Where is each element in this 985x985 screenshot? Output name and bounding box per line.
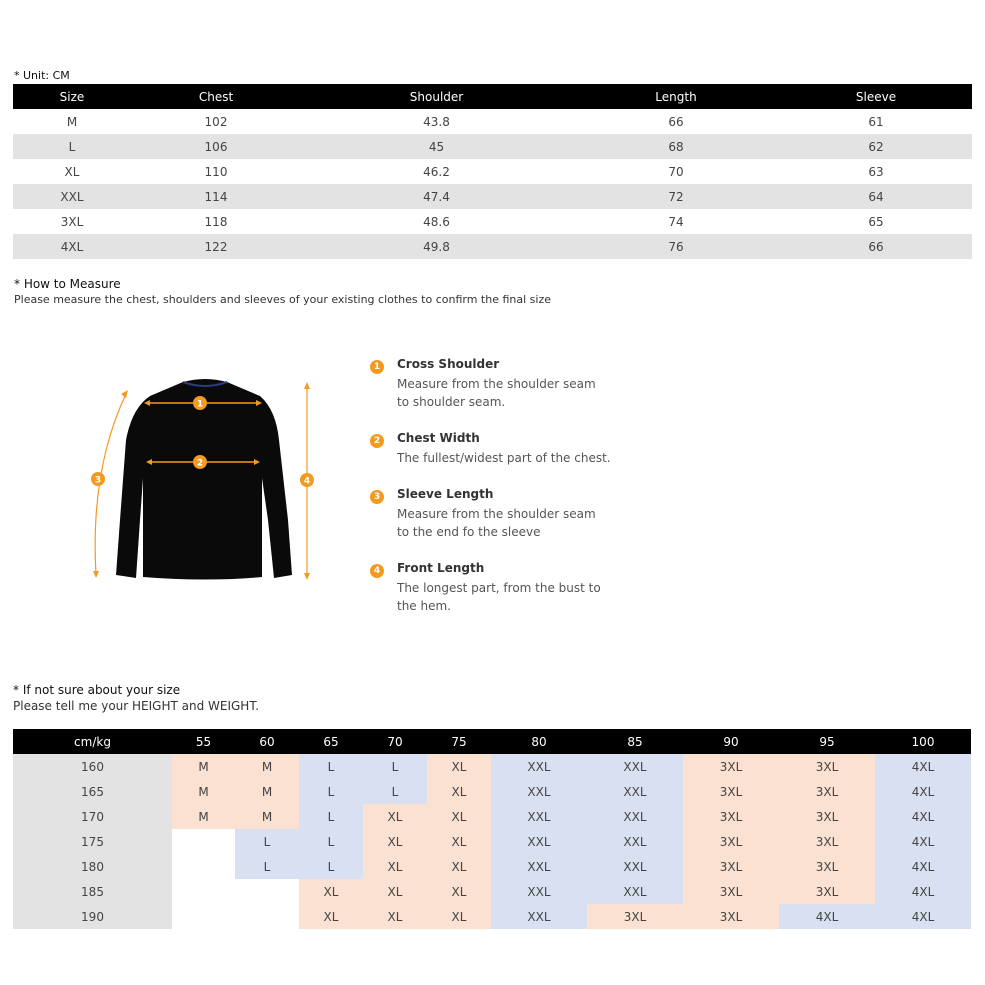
recommended-size-cell: XL [363,854,427,879]
size-cell: XXL [13,184,131,209]
size-row [13,134,972,159]
size-cell: 118 [204,214,228,229]
recommended-size-cell: 3XL [779,854,875,879]
height-row [13,879,971,904]
recommended-size-cell: 4XL [875,854,971,879]
height-row [13,779,971,804]
legend-desc-line: The longest part, from the bust to [397,581,601,595]
size-cell: 68 [572,134,780,159]
recommended-size-cell: M [172,779,235,804]
weight-header: 95 [779,729,875,754]
number-badge-icon: 1 [370,360,384,374]
recommended-size-cell: L [299,779,363,804]
legend-title: Cross Shoulder [397,357,500,371]
recommended-size-cell: XXL [491,904,587,929]
size-cell: 3XL [60,214,84,229]
legend-description [397,449,637,467]
recommended-size-cell: 4XL [875,804,971,829]
recommended-size-cell: XL [427,854,491,879]
recommended-size-cell: L [235,854,299,879]
size-cell: 74 [668,214,684,229]
recommended-size-cell: 3XL [779,779,875,804]
recommended-size-cell: XL [363,804,427,829]
recommended-size-cell [235,879,299,904]
recommended-size-cell: XXL [491,879,587,904]
size-row [13,209,972,234]
recommended-size-cell: XXL [491,854,587,879]
recommended-size-cell: XXL [587,879,683,904]
recommended-size-cell: M [235,779,299,804]
legend-desc-line: Measure from the shoulder seam [397,507,596,521]
size-cell: 122 [131,234,301,259]
how-to-measure-subtitle: Please measure the chest, shoulders and sleeves of your existing clothes to confirm the final size [14,293,551,306]
recommended-size-cell: XL [427,829,491,854]
recommended-size-cell: 3XL [683,804,779,829]
recommended-size-cell: XL [363,879,427,904]
recommended-size-cell: M [172,804,235,829]
svg-text:3: 3 [94,475,102,486]
legend-description [397,375,637,411]
recommended-size-cell: L [299,754,363,779]
size-cell: 63 [868,164,884,179]
size-cell: 45 [301,134,572,159]
size-cell: 66 [780,234,972,259]
size-cell: 4XL [13,234,131,259]
weight-header: 90 [683,729,779,754]
recommended-size-cell: 3XL [683,879,779,904]
recommended-size-cell: XL [427,754,491,779]
recommended-size-cell: M [172,754,235,779]
size-cell: 72 [572,184,780,209]
size-cell: 76 [572,234,780,259]
recommended-size-cell: L [299,829,363,854]
column-header: Size [13,84,131,109]
recommended-size-cell: 4XL [875,829,971,854]
height-weight-body [13,754,971,929]
size-cell: XL [64,164,80,179]
weight-header: 75 [427,729,491,754]
marker-4 [300,473,314,487]
column-header: Shoulder [301,84,572,109]
weight-header: 80 [491,729,587,754]
recommended-size-cell: 3XL [779,829,875,854]
weight-header: 70 [363,729,427,754]
weight-header: 100 [875,729,971,754]
recommended-size-cell: 4XL [779,904,875,929]
height-row [13,829,971,854]
recommended-size-cell: XL [427,779,491,804]
size-cell: 102 [204,114,228,129]
size-cell: 43.8 [423,114,450,129]
size-cell: 49.8 [301,234,572,259]
size-row [13,234,972,259]
height-weight-header-row [13,729,971,754]
size-row [13,109,972,134]
size-chart-table [13,84,972,259]
sweater-shape [116,379,292,580]
recommended-size-cell: L [299,854,363,879]
height-weight-table [13,729,971,929]
unsure-size-subtitle: Please tell me your HEIGHT and WEIGHT. [13,699,260,713]
recommended-size-cell: M [235,804,299,829]
height-cell: 190 [13,904,172,929]
recommended-size-cell: 3XL [779,879,875,904]
recommended-size-cell [172,904,235,929]
size-cell: 66 [668,114,684,129]
legend-desc-line: to the end fo the sleeve [397,525,541,539]
number-badge-icon: 3 [370,490,384,504]
recommended-size-cell: XXL [491,804,587,829]
height-row [13,754,971,779]
garment-diagram [80,370,330,590]
recommended-size-cell: XXL [491,829,587,854]
svg-text:1: 1 [196,399,204,410]
recommended-size-cell: XL [363,904,427,929]
legend-description [397,579,637,615]
size-cell: 48.6 [423,214,450,229]
unit-label: * Unit: CM [14,69,70,82]
legend-title: Chest Width [397,431,480,445]
size-cell: 65 [868,214,884,229]
recommended-size-cell: 3XL [683,904,779,929]
number-badge-icon: 4 [370,564,384,578]
recommended-size-cell: XXL [587,754,683,779]
recommended-size-cell: XL [427,804,491,829]
height-row [13,804,971,829]
number-badge-icon: 2 [370,434,384,448]
size-cell: 61 [868,114,884,129]
size-cell: 70 [668,164,684,179]
height-cell: 185 [13,879,172,904]
size-cell: 114 [131,184,301,209]
recommended-size-cell: 3XL [683,829,779,854]
recommended-size-cell: 4XL [875,879,971,904]
size-cell: 64 [780,184,972,209]
recommended-size-cell: L [235,829,299,854]
size-chart-body [13,109,972,259]
legend-desc-line: Measure from the shoulder seam [397,377,596,391]
recommended-size-cell: 3XL [587,904,683,929]
recommended-size-cell: XL [363,829,427,854]
recommended-size-cell: XXL [491,754,587,779]
size-cell: 62 [780,134,972,159]
height-cell: 180 [13,854,172,879]
size-row [13,159,972,184]
size-row [13,184,972,209]
recommended-size-cell: 4XL [875,904,971,929]
marker-3 [91,472,105,486]
recommended-size-cell: 3XL [683,754,779,779]
recommended-size-cell: L [363,779,427,804]
weight-header: 85 [587,729,683,754]
unsure-size-title: * If not sure about your size [13,683,181,697]
recommended-size-cell: L [363,754,427,779]
legend-desc-line: to shoulder seam. [397,395,506,409]
weight-header: 65 [299,729,363,754]
recommended-size-cell: XXL [587,829,683,854]
column-header: Sleeve [780,84,972,109]
svg-text:2: 2 [196,458,204,469]
height-cell: 175 [13,829,172,854]
height-row [13,854,971,879]
recommended-size-cell: XL [427,879,491,904]
recommended-size-cell: XXL [587,804,683,829]
legend-desc-line: The fullest/widest part of the chest. [397,451,611,465]
recommended-size-cell: XXL [587,854,683,879]
size-cell: M [66,114,78,129]
column-header: Length [572,84,780,109]
column-header: Chest [131,84,301,109]
legend-description [397,505,637,541]
recommended-size-cell: XL [299,904,363,929]
recommended-size-cell [172,879,235,904]
recommended-size-cell: 3XL [683,854,779,879]
height-cell: 170 [13,804,172,829]
weight-header: 55 [172,729,235,754]
legend-title: Sleeve Length [397,487,494,501]
height-cell: 160 [13,754,172,779]
size-chart-header-row [13,84,972,109]
recommended-size-cell [235,904,299,929]
marker-2 [193,455,207,469]
recommended-size-cell: XL [427,904,491,929]
size-cell: 46.2 [423,164,450,179]
size-cell: 110 [204,164,228,179]
size-cell: L [13,134,131,159]
how-to-measure-title: * How to Measure [14,277,121,291]
recommended-size-cell: 4XL [875,779,971,804]
legend-desc-line: the hem. [397,599,451,613]
recommended-size-cell: XXL [587,779,683,804]
recommended-size-cell: 3XL [683,779,779,804]
legend-title: Front Length [397,561,485,575]
corner-label: cm/kg [13,729,172,754]
recommended-size-cell: M [235,754,299,779]
recommended-size-cell: 4XL [875,754,971,779]
size-cell: 106 [131,134,301,159]
svg-text:4: 4 [303,476,311,487]
height-cell: 165 [13,779,172,804]
height-row [13,904,971,929]
weight-header: 60 [235,729,299,754]
recommended-size-cell [172,854,235,879]
recommended-size-cell: XXL [491,779,587,804]
recommended-size-cell: XL [299,879,363,904]
size-cell: 47.4 [301,184,572,209]
recommended-size-cell: 3XL [779,804,875,829]
recommended-size-cell: 3XL [779,754,875,779]
recommended-size-cell [172,829,235,854]
sweater-illustration [80,370,330,590]
recommended-size-cell: L [299,804,363,829]
marker-1 [193,396,207,410]
